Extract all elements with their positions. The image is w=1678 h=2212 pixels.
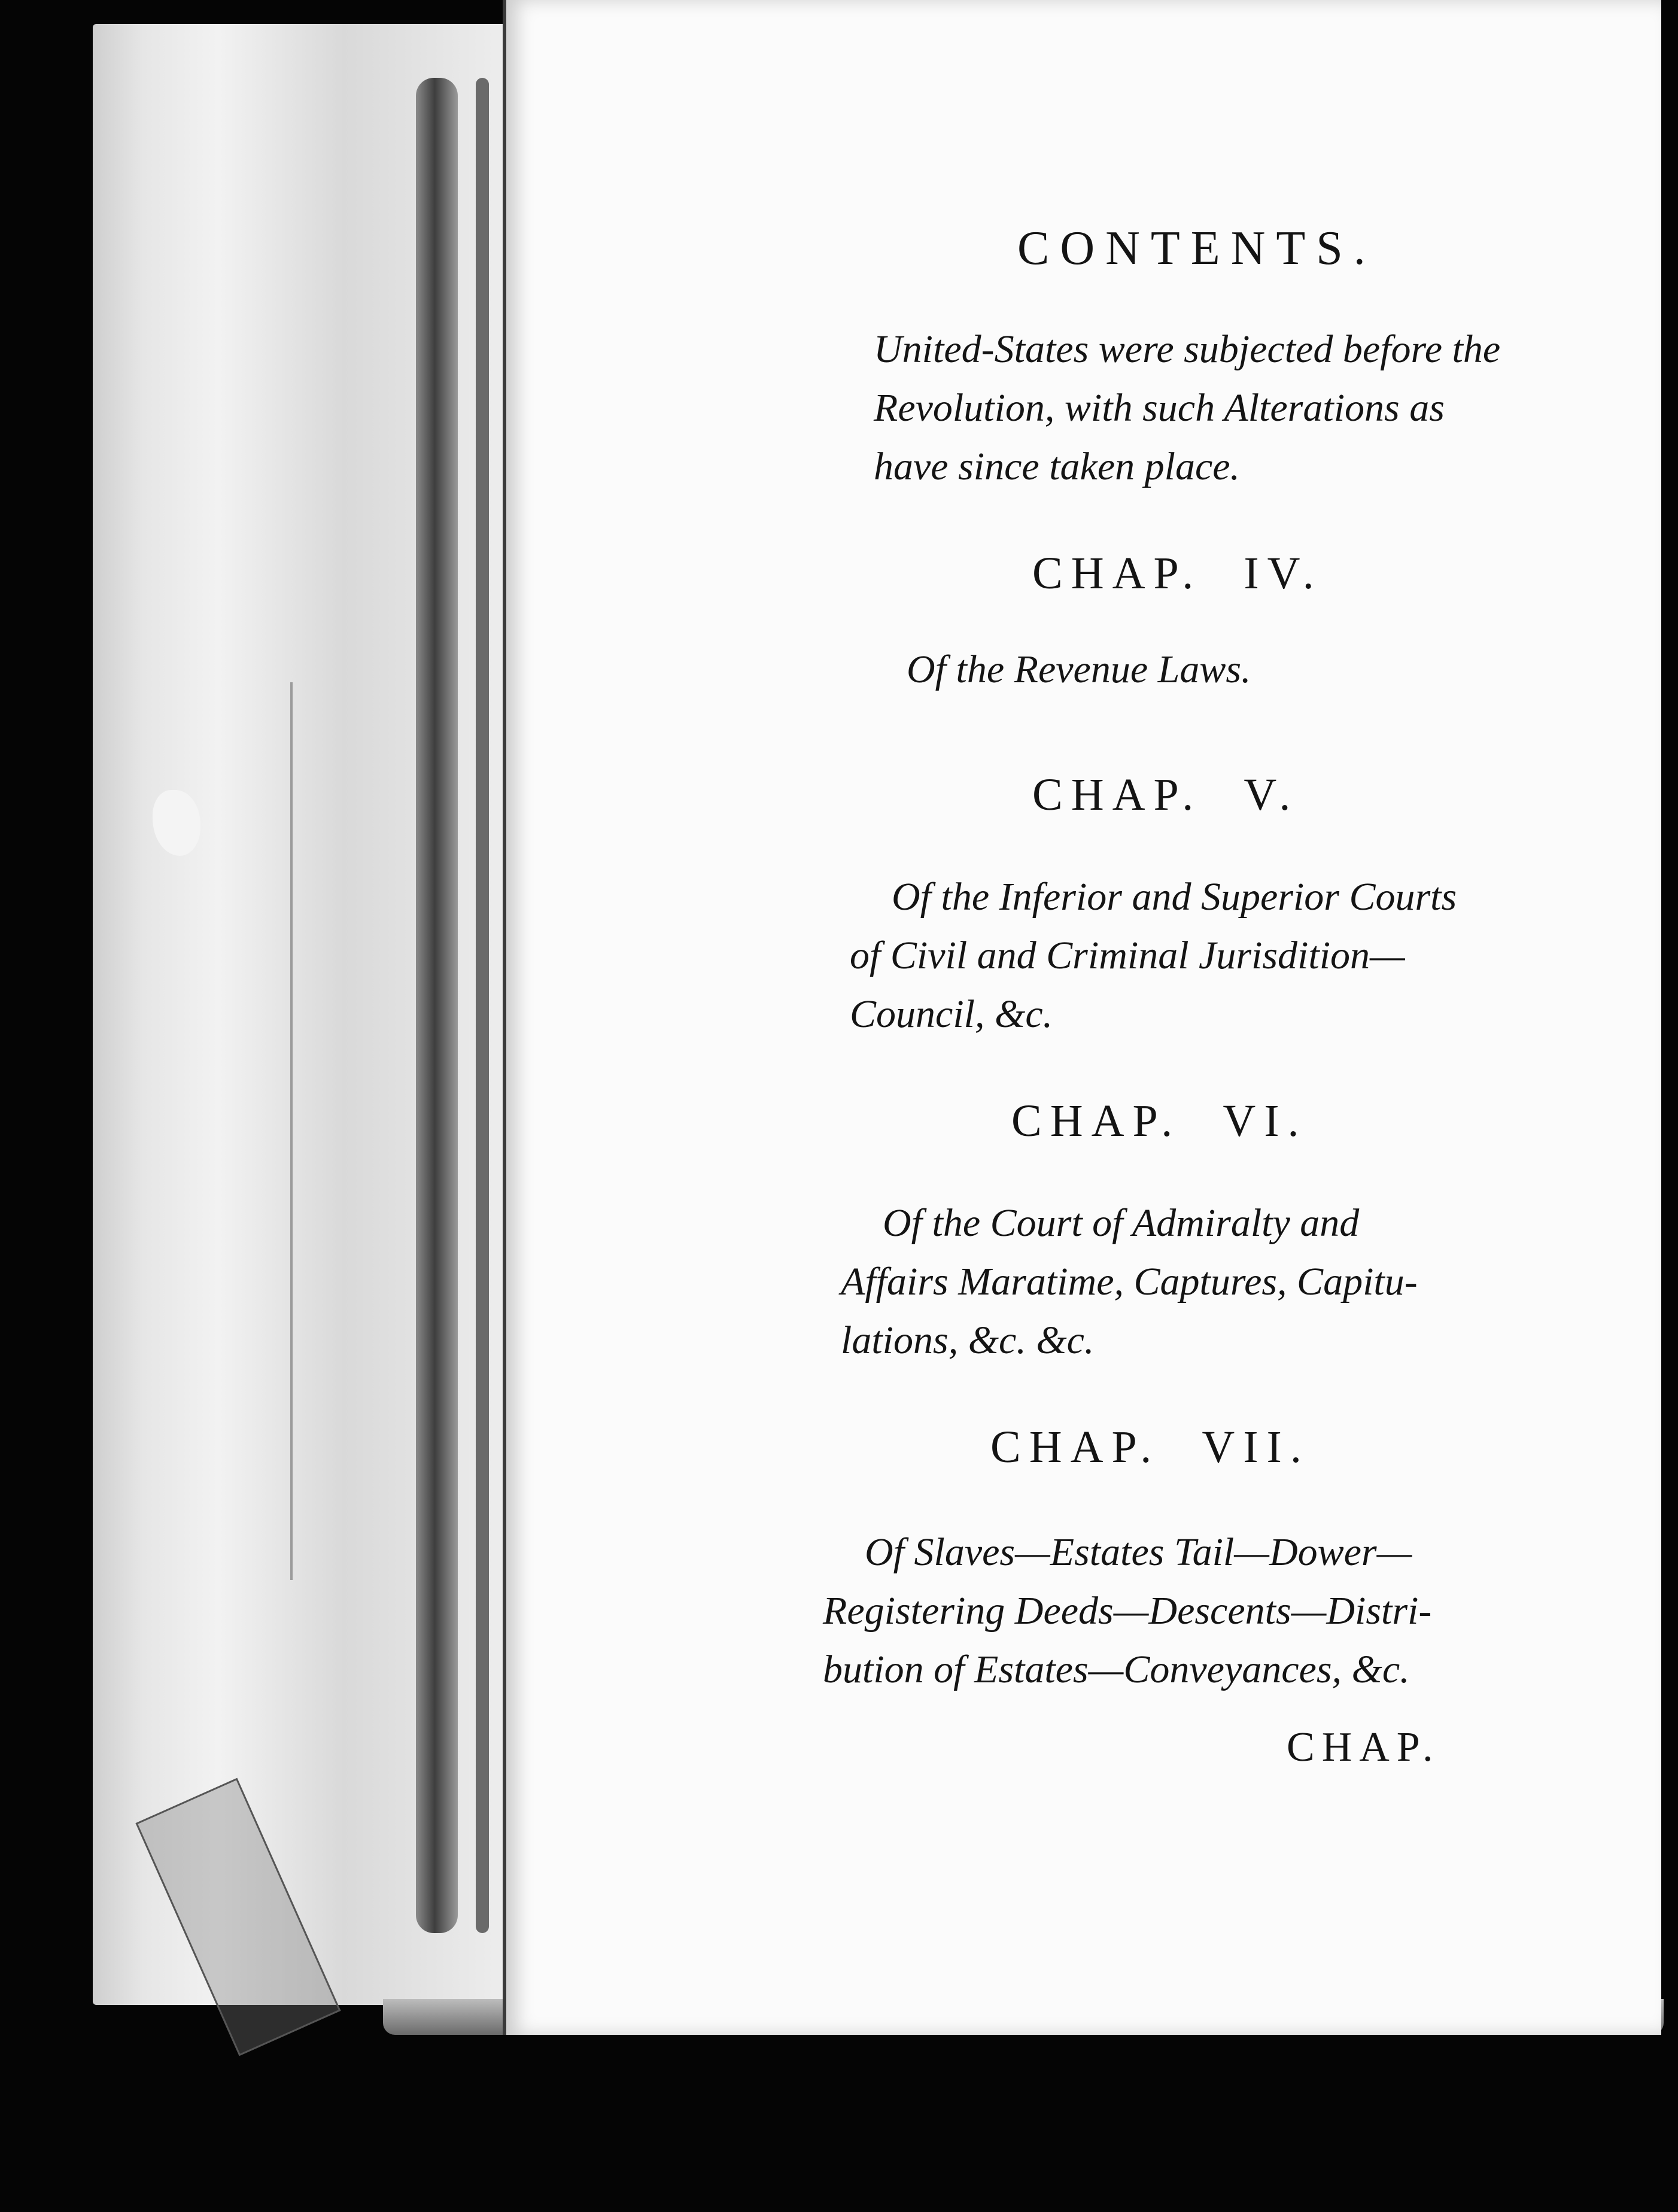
text-line: Of the Court of Admiralty and — [883, 1201, 1360, 1245]
text-line: Revolution, with such Alterations as — [874, 386, 1445, 430]
text-line: Council, &c. — [850, 992, 1053, 1036]
paper-scrap — [153, 790, 200, 856]
tape-fragment — [135, 1778, 341, 2056]
chapter-summary — [850, 868, 1457, 1044]
text-line: have since taken place. — [874, 445, 1241, 488]
chapter-number: IV. — [1244, 548, 1323, 598]
chapter-number: VII. — [1202, 1422, 1310, 1472]
catchword: CHAP. — [1287, 1724, 1440, 1770]
page-title: CONTENTS. — [1017, 222, 1376, 275]
chapter-label: CHAP. — [1032, 548, 1202, 598]
text-line: Of the Revenue Laws. — [907, 648, 1251, 691]
chapter-heading — [1032, 769, 1299, 821]
binding-fold — [476, 78, 489, 1933]
chapter-summary — [823, 1523, 1431, 1699]
chapter-summary — [841, 1194, 1418, 1370]
chapter-label: CHAP. — [1011, 1096, 1181, 1146]
text-line: Of the Inferior and Superior Courts — [892, 875, 1457, 919]
chapter-label: CHAP. — [1032, 770, 1202, 820]
chapter-heading — [1032, 548, 1323, 600]
text-line: Affairs Maratime, Captures, Capitu- — [841, 1260, 1418, 1304]
binding-fold — [416, 78, 458, 1933]
chapter-heading — [1011, 1095, 1308, 1147]
chapter-number: V. — [1244, 770, 1299, 820]
text-line: Registering Deeds—Descents—Distri- — [823, 1589, 1432, 1633]
text-line: United-States were subjected before the — [874, 327, 1501, 371]
text-line: lations, &c. &c. — [841, 1318, 1095, 1362]
text-line: Of Slaves—Estates Tail—Dower— — [865, 1530, 1412, 1574]
chapter-label: CHAP. — [990, 1422, 1160, 1472]
book-cover — [93, 24, 512, 2005]
text-line: of Civil and Criminal Jurisdition— — [850, 934, 1405, 977]
intro-text — [874, 320, 1500, 496]
text-line: bution of Estates—Conveyances, &c. — [823, 1648, 1410, 1691]
cover-crease — [290, 682, 293, 1580]
chapter-heading — [990, 1421, 1310, 1473]
chapter-number: VI. — [1223, 1096, 1308, 1146]
chapter-summary — [907, 640, 1251, 699]
